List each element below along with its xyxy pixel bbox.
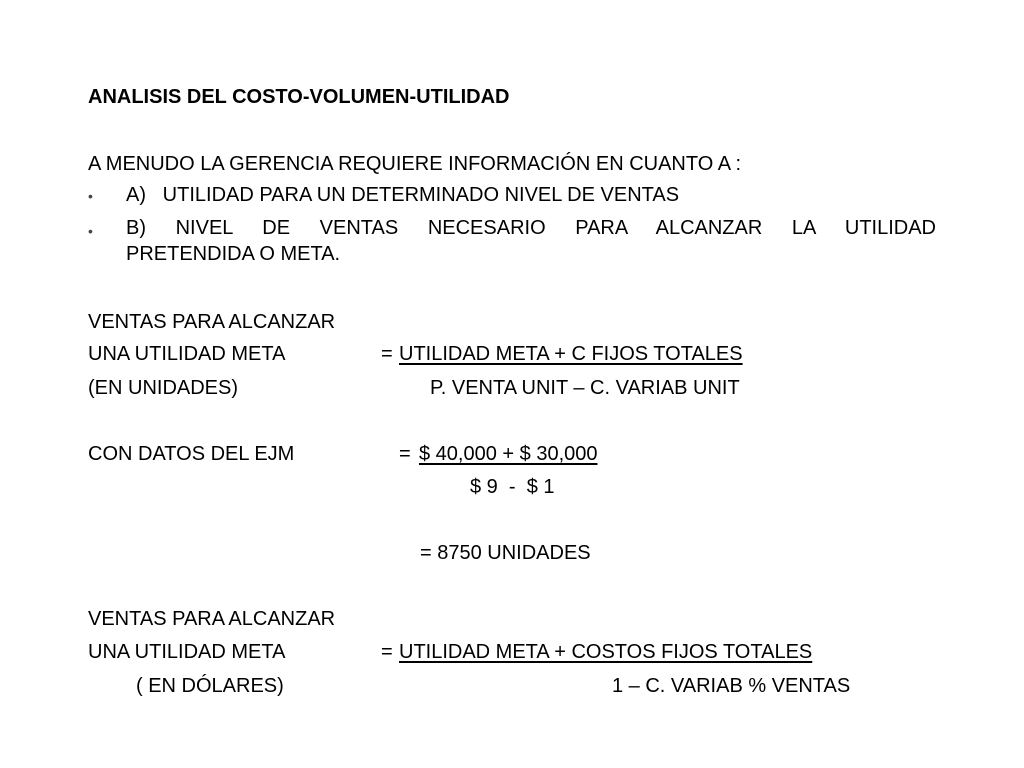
example-denominator: $ 9 - $ 1 (470, 476, 555, 498)
formula-dollars-numerator: UTILIDAD META + COSTOS FIJOS TOTALES (399, 641, 813, 663)
formula-units-equals: = (381, 343, 393, 365)
bullet-b-line-2: PRETENDIDA O META. (126, 243, 341, 265)
bullet-b-line-1: B) NIVEL DE VENTAS NECESARIO PARA ALCANZAR LA UTILIDAD (126, 217, 936, 239)
formula-dollars-label-2: UNA UTILIDAD META (88, 641, 286, 663)
bullet-b-marker: • (88, 223, 93, 239)
bullet-a-marker: • (88, 188, 93, 204)
example-equals: = (399, 443, 411, 465)
formula-dollars-denominator: 1 – C. VARIAB % VENTAS (612, 675, 851, 697)
example-result: = 8750 UNIDADES (420, 542, 591, 564)
formula-units-label-3: (EN UNIDADES) (88, 377, 239, 399)
slide-title: ANALISIS DEL COSTO-VOLUMEN-UTILIDAD (88, 86, 510, 108)
formula-dollars-equals: = (381, 641, 393, 663)
example-label: CON DATOS DEL EJM (88, 443, 295, 465)
formula-units-label-1: VENTAS PARA ALCANZAR (88, 311, 336, 333)
formula-dollars-label-3: ( EN DÓLARES) (136, 675, 284, 697)
formula-units-denominator: P. VENTA UNIT – C. VARIAB UNIT (430, 377, 740, 399)
intro-text: A MENUDO LA GERENCIA REQUIERE INFORMACIÓN EN CUANTO A : (88, 153, 742, 175)
formula-units-numerator: UTILIDAD META + C FIJOS TOTALES (399, 343, 743, 365)
example-numerator: $ 40,000 + $ 30,000 (419, 443, 598, 465)
bullet-a-text: A) UTILIDAD PARA UN DETERMINADO NIVEL DE VENTAS (126, 184, 680, 206)
formula-dollars-label-1: VENTAS PARA ALCANZAR (88, 608, 336, 630)
formula-units-label-2: UNA UTILIDAD META (88, 343, 286, 365)
